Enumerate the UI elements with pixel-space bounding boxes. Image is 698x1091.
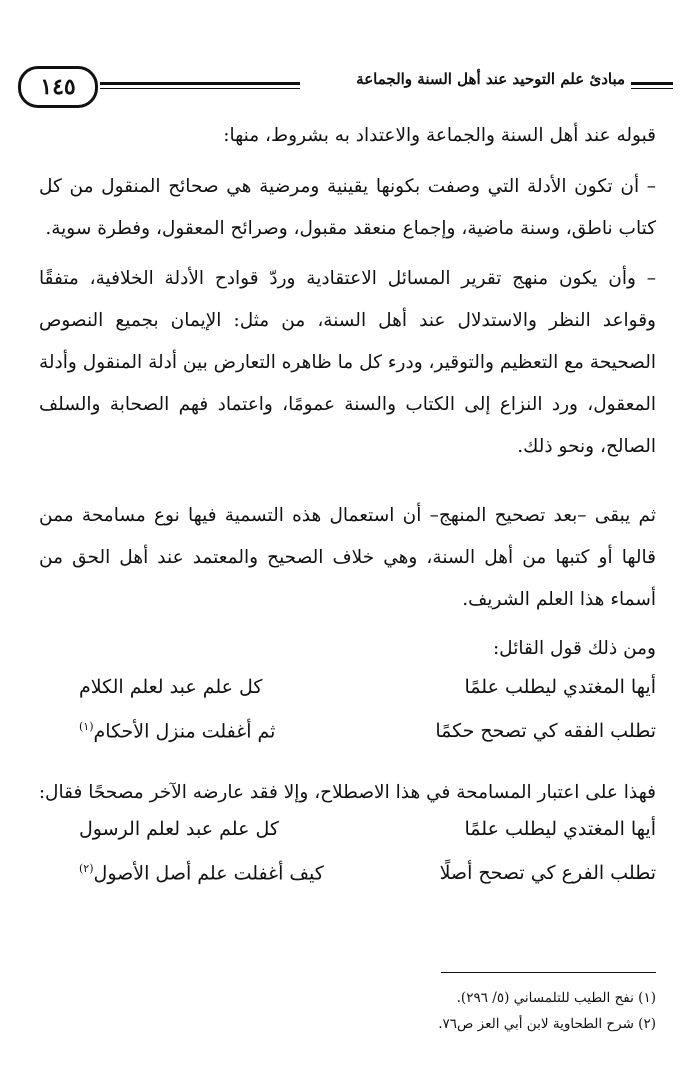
header-rule [100, 82, 300, 85]
running-title: مبادئ علم التوحيد عند أهل السنة والجماعة [356, 70, 625, 88]
verse-first-hemistich: أيها المغتدي ليطلب علمًا [464, 676, 656, 698]
verse-first-hemistich: تطلب الفقه كي تصحح حكمًا [435, 720, 656, 742]
header-rule [631, 82, 673, 85]
verse-second-hemistich: كل علم عبد لعلم الرسول [79, 818, 279, 840]
footnote: (٢) شرح الطحاوية لابن أبي العز ص٧٦. [438, 1016, 656, 1032]
verse-text: كيف أغفلت علم أصل الأصول [93, 862, 324, 885]
page-header [18, 66, 673, 110]
header-rule [100, 88, 300, 89]
paragraph [39, 258, 656, 468]
page-number: ١٤٥ [18, 66, 98, 108]
verse-second-hemistich: كل علم عبد لعلم الكلام [79, 676, 263, 698]
paragraph [39, 495, 656, 621]
verse-first-hemistich: أيها المغتدي ليطلب علمًا [464, 818, 656, 840]
verse-line [39, 818, 656, 862]
verse-line [39, 720, 656, 764]
paragraph-text: قبوله عند أهل السنة والجماعة والاعتداد به بشروط، منها: [223, 125, 656, 146]
paragraph-text: – أن تكون الأدلة التي وصفت بكونها يقينية ومرضية هي صحائح المنقول من كل كتاب ناطق، وسنة ماضية، وإجماع منعقد مقبول، وصرائح المعقول، وفطرة سوية. [39, 176, 656, 239]
paragraph [39, 166, 656, 250]
verse-first-hemistich: تطلب الفرع كي تصحح أصلًا [439, 862, 656, 884]
verse-second-hemistich [79, 720, 275, 742]
paragraph-text: ثم يبقى –بعد تصحيح المنهج– أن استعمال هذه التسمية فيها نوع مسامحة ممن قالها أو كتبها من أهل السنة، وهي خلاف الصحيح والمعتمد عند أهل الحق من أسماء هذا العلم الشريف. [39, 505, 656, 610]
poem-intro: فهذا على اعتبار المسامحة في هذا الاصطلاح، وإلا فقد عارضه الآخر مصححًا فقال: [38, 782, 656, 803]
footnote-marker: (١) [79, 720, 94, 733]
footnote: (١) نفح الطيب للتلمساني (٥/ ٢٩٦). [456, 990, 656, 1006]
verse-line [39, 676, 656, 720]
verse-line [39, 862, 656, 906]
footnote-separator [441, 972, 656, 973]
footnote-marker: (٢) [79, 862, 94, 875]
verse-text: ثم أغفلت منزل الأحكام [93, 720, 276, 743]
header-rule [631, 88, 673, 89]
poem-intro: ومن ذلك قول القائل: [492, 638, 656, 659]
verse-second-hemistich [79, 862, 324, 884]
paragraph-text: – وأن يكون منهج تقرير المسائل الاعتقادية وردّ قوادح الأدلة الخلافية، متفقًا وقواعد النظر والاستدلال عند أهل السنة، من مثل: الإيمان بجميع النصوص الصحيحة مع التعظيم والتوقير، ودرء كل ما ظاهره التعارض بين أدلة المنقول وأدلة المعقول، ورد النزاع إلى الكتاب والسنة عمومًا، واعتماد فهم الصحابة والسلف الصالح، ونحو ذلك. [39, 268, 656, 457]
paragraph [39, 115, 656, 157]
